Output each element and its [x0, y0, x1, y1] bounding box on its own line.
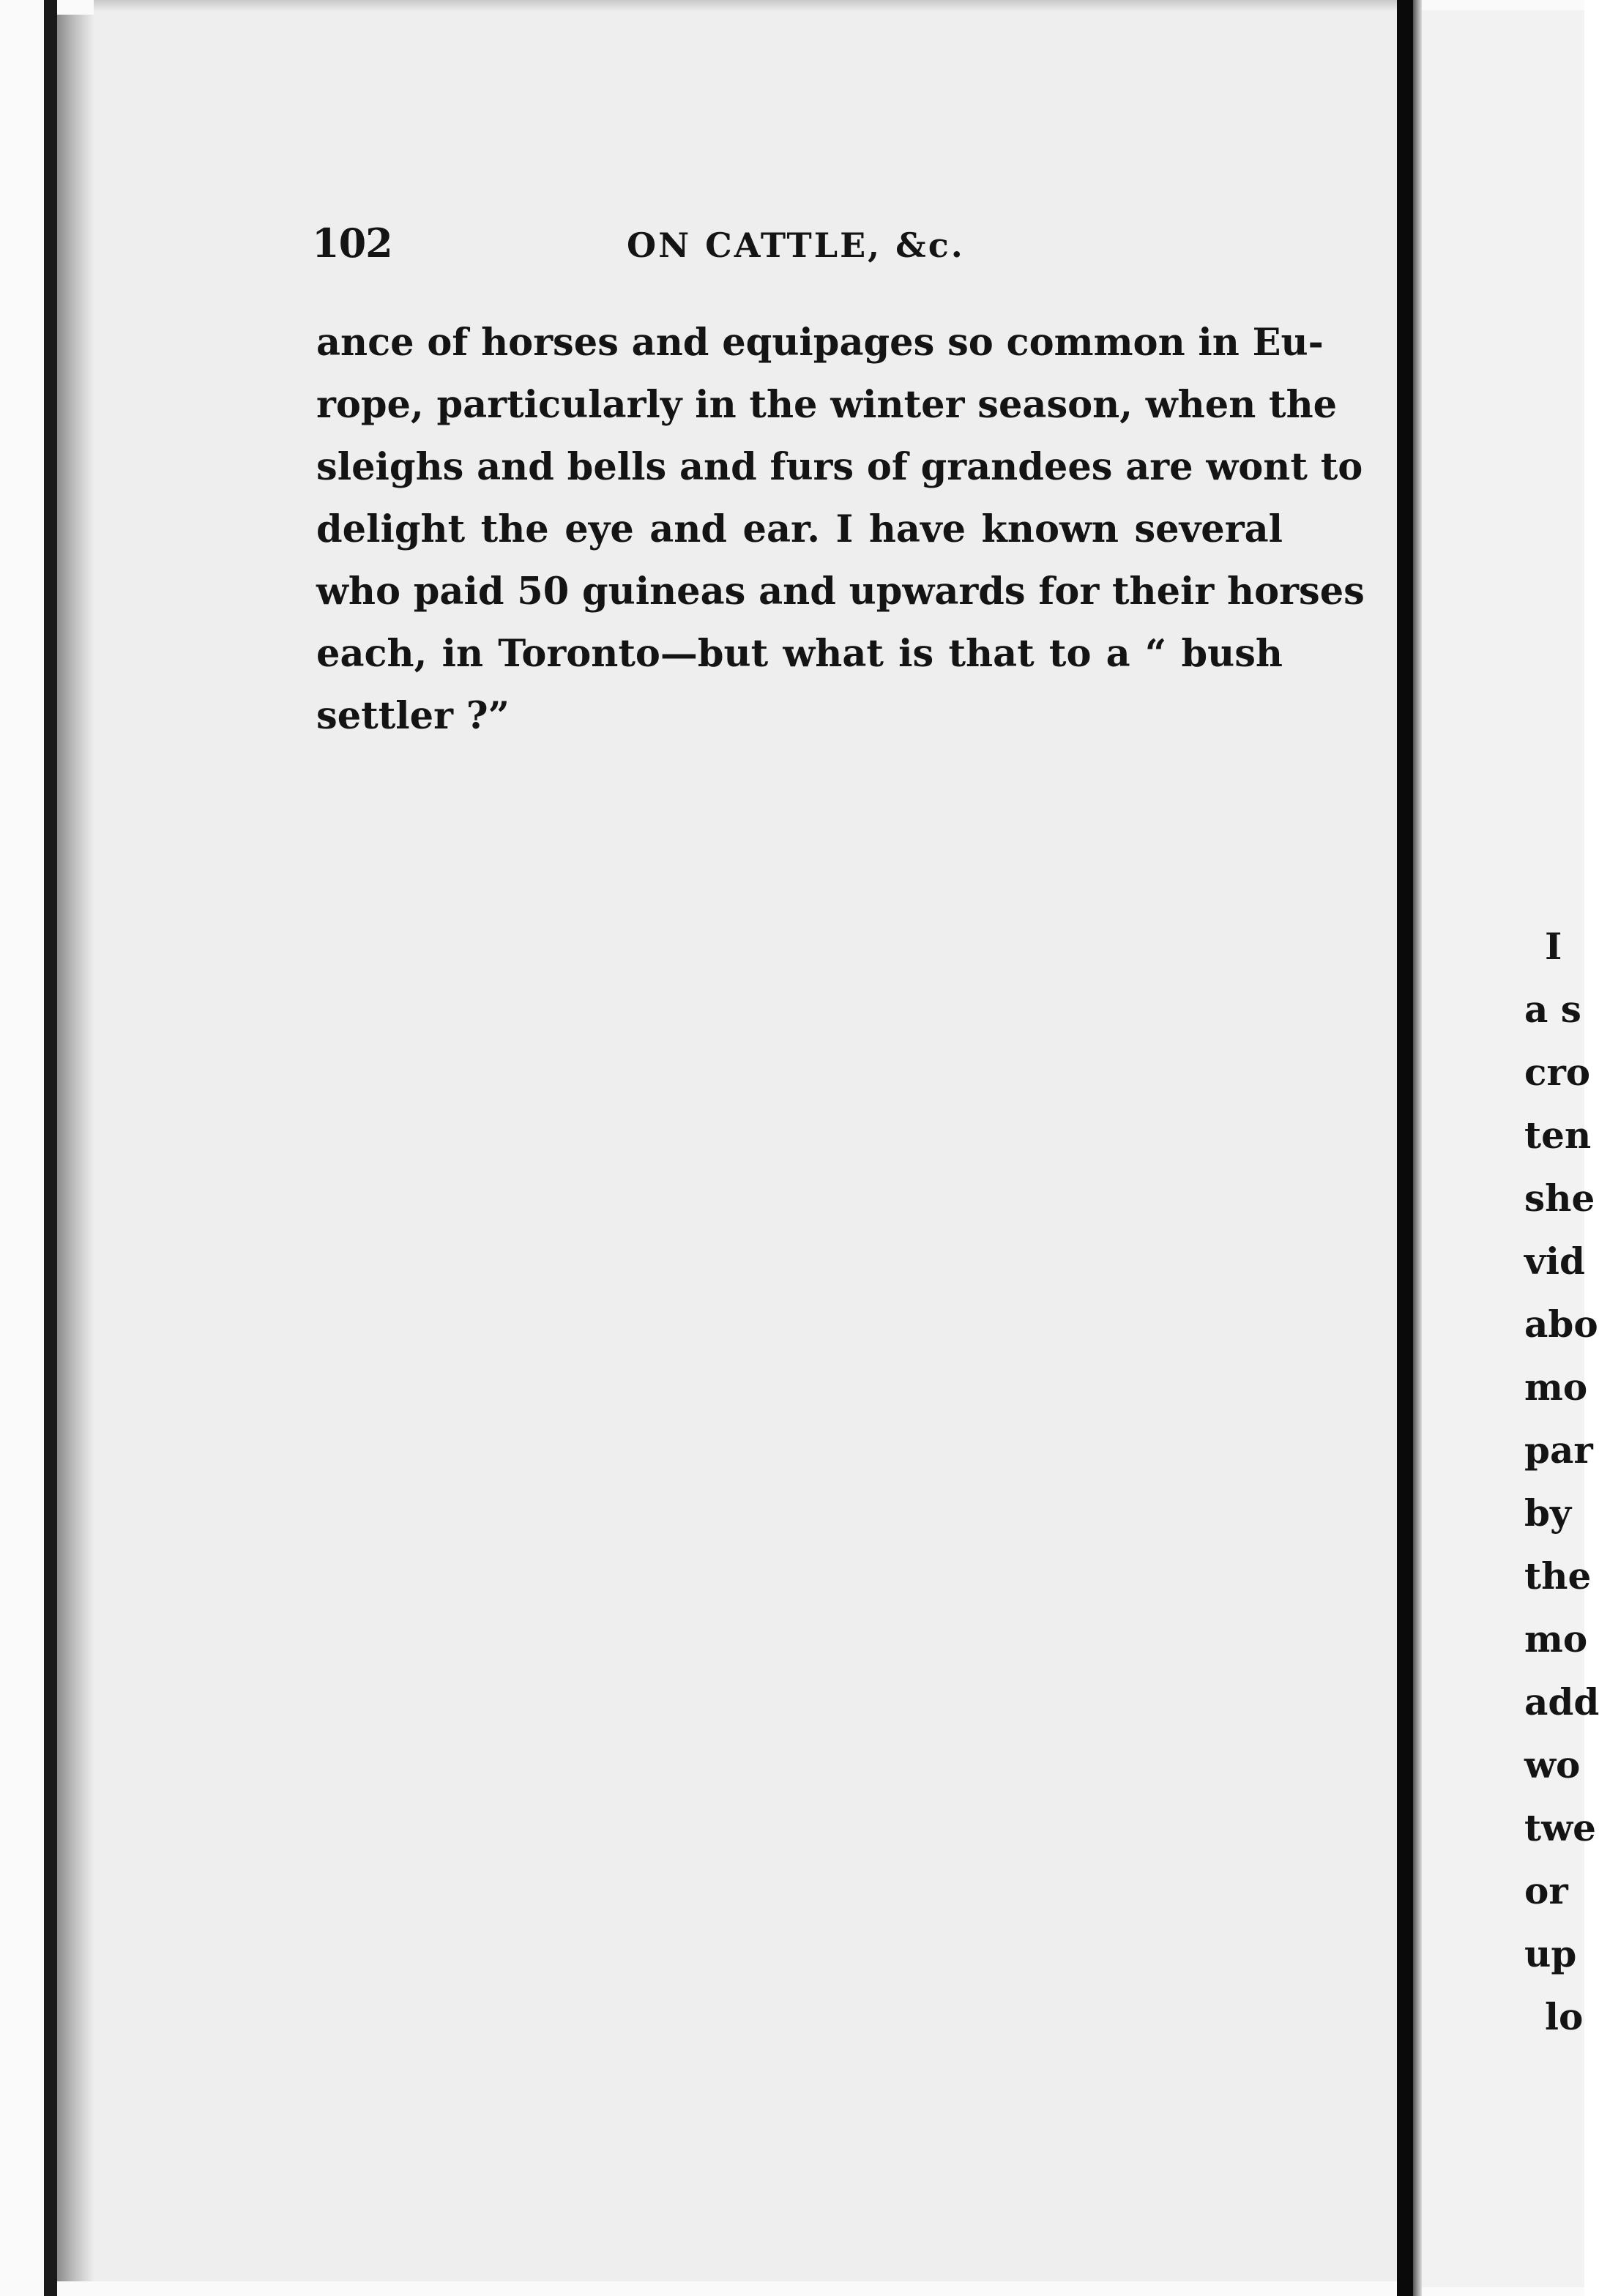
facing-fragment: wo — [1524, 1743, 1581, 1786]
facing-fragment: the — [1524, 1554, 1592, 1598]
facing-fragment: I — [1545, 925, 1562, 968]
facing-page-text — [1524, 915, 1599, 2049]
text-line: rope, particularly in the winter season, when the — [316, 383, 1338, 427]
facing-fragment: abo — [1524, 1302, 1598, 1346]
running-title: ON CATTLE, &c. — [627, 225, 965, 265]
body-paragraph — [316, 312, 1365, 748]
text-line: who paid 50 guineas and upwards for their horses — [316, 570, 1365, 614]
page-number: 102 — [312, 220, 392, 266]
book-binding-edge — [44, 0, 57, 2296]
text-line: delight the eye and ear. I have known several — [316, 507, 1283, 551]
facing-fragment: par — [1524, 1428, 1593, 1472]
gutter-shadow — [1413, 0, 1422, 2296]
facing-fragment: or — [1524, 1869, 1568, 1912]
facing-fragment: vid — [1524, 1240, 1586, 1283]
facing-fragment: she — [1524, 1177, 1595, 1220]
facing-fragment: a s — [1524, 988, 1581, 1031]
page-top-shadow — [94, 0, 1397, 12]
facing-fragment: up — [1524, 1932, 1577, 1975]
text-line: settler ?” — [316, 694, 510, 738]
text-line: sleighs and bells and furs of grandees are wont to — [316, 445, 1363, 489]
facing-fragment: by — [1524, 1491, 1572, 1535]
facing-fragment: lo — [1545, 1995, 1584, 2038]
facing-fragment: mo — [1524, 1365, 1588, 1409]
book-gutter — [1397, 0, 1413, 2296]
facing-fragment: ten — [1524, 1114, 1592, 1157]
text-line: ance of horses and equipages so common in Eu- — [316, 321, 1324, 365]
facing-fragment: add — [1524, 1680, 1599, 1723]
facing-fragment: cro — [1524, 1051, 1591, 1094]
page-stack-edge — [57, 15, 94, 2281]
facing-fragment: mo — [1524, 1617, 1588, 1660]
facing-fragment: twe — [1524, 1806, 1596, 1849]
text-line: each, in Toronto—but what is that to a “ bush — [316, 632, 1283, 676]
running-head — [312, 220, 1290, 286]
